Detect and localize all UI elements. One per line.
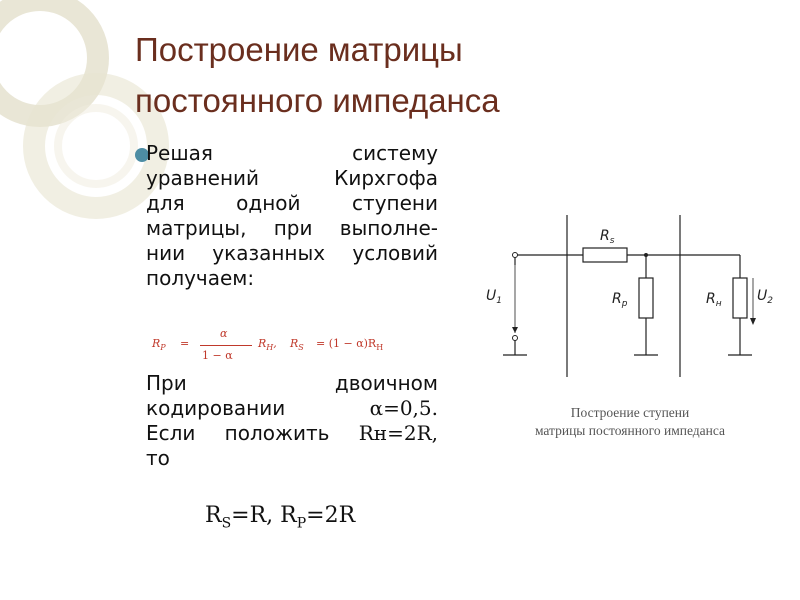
p1-line-5: нии указанных условий <box>146 241 438 265</box>
p2-line-3: Если положить Rн=2R, <box>146 421 438 445</box>
p1-line-1: Решая систему <box>146 141 438 165</box>
formula-rhs: = $(1 - \alpha)R_H$ <box>316 337 384 353</box>
u1-arrowhead <box>512 327 518 333</box>
formula-numerator: α <box>220 327 228 340</box>
paragraph-kirchhoff <box>146 141 438 291</box>
p1-line-6: получаем: <box>146 266 255 290</box>
circuit-diagram <box>470 205 773 385</box>
slide-title <box>135 24 735 126</box>
label-u1: $U_1$ <box>486 288 502 306</box>
title-line-1: Построение матрицы <box>135 31 463 68</box>
label-rs: $R_s$ <box>600 228 615 246</box>
p1-line-2: уравнений Кирхгофа <box>146 166 438 190</box>
formula-rs: $R_S$ <box>290 337 304 353</box>
resistor-rp <box>639 278 653 318</box>
p1-line-4: матрицы, при выполне- <box>146 216 438 240</box>
p1-line-3: для одной ступени <box>146 191 438 215</box>
terminal-in <box>513 253 518 258</box>
formula-rp: $R_P$ <box>152 337 166 353</box>
label-rp: $R_p$ <box>612 291 628 309</box>
p2-line-4: то <box>146 446 170 470</box>
label-u2: $U_2$ <box>757 288 773 306</box>
formula-fraction-bar <box>200 345 252 346</box>
formula-rh: $R_H$, <box>258 337 277 353</box>
paragraph-binary <box>146 371 438 471</box>
formula-denominator: 1 − α <box>202 349 233 362</box>
p2-line-2: кодировании α=0,5. <box>146 396 438 420</box>
resistor-rh <box>733 278 747 318</box>
caption-line-1: Построение ступени <box>570 405 690 420</box>
final-result: $R_S=R$, $R_P=2R$ <box>205 503 356 532</box>
formula-eq1: = <box>180 337 190 350</box>
label-rh: $R_н$ <box>706 291 722 309</box>
circuit-caption <box>490 404 770 440</box>
terminal-out <box>513 336 518 341</box>
u2-arrowhead <box>750 318 756 325</box>
resistor-rs <box>583 248 627 262</box>
p2-line-1: При двоичном <box>146 371 438 395</box>
caption-line-2: матрицы постоянного импеданса <box>534 423 726 438</box>
node-junction <box>644 253 648 257</box>
formula-rp-rs <box>150 325 450 365</box>
title-line-2: постоянного импеданса <box>135 82 500 119</box>
